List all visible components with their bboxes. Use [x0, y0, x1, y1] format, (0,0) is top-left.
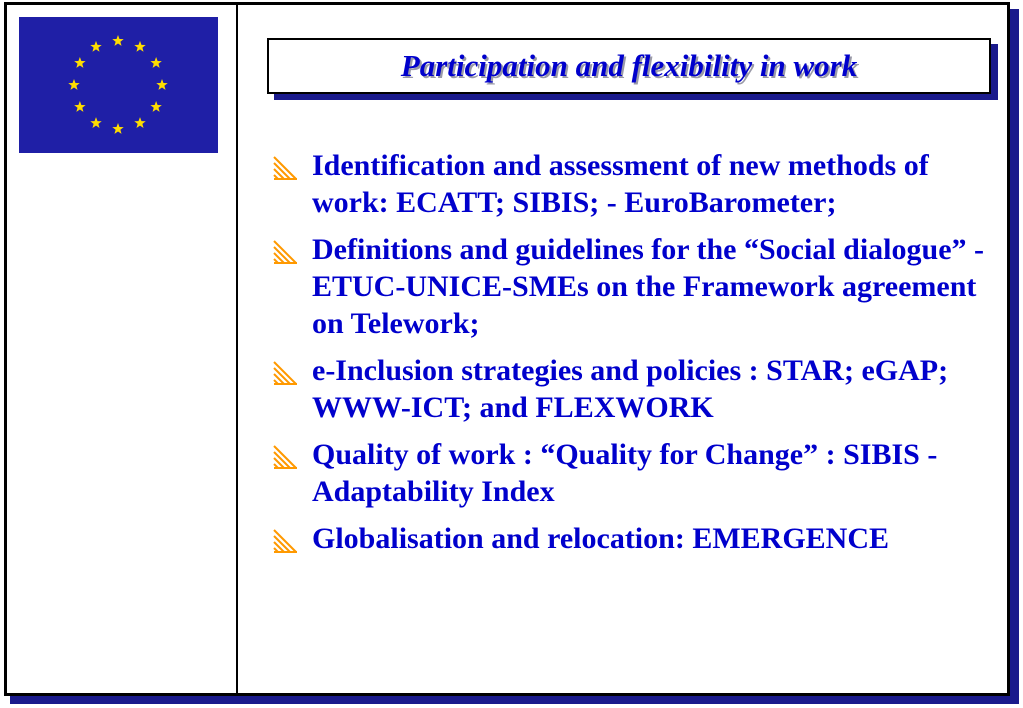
bullet-item: [272, 147, 992, 221]
flag-star: [112, 35, 123, 46]
striped-bullet-icon: [272, 444, 298, 470]
flag-star: [134, 117, 145, 128]
flag-star: [134, 41, 145, 52]
bullet-item: [272, 352, 992, 426]
flag-star: [156, 79, 167, 90]
striped-bullet-icon: [272, 528, 298, 554]
bullet-item: [272, 436, 992, 510]
bullet-text: e-Inclusion strategies and policies : STAR; eGAP; WWW-ICT; and FLEXWORK: [312, 354, 949, 424]
flag-star: [74, 57, 85, 68]
title-box: [267, 38, 991, 94]
striped-bullet-icon: [272, 155, 298, 181]
bullet-list: [272, 147, 992, 567]
flag-star: [90, 117, 101, 128]
sidebar-divider: [236, 2, 238, 696]
bullet-text: Globalisation and relocation: EMERGENCE: [312, 522, 890, 555]
flag-star: [150, 101, 161, 112]
slide-title: Participation and flexibility in work: [400, 48, 858, 83]
eu-flag-icon: [19, 17, 218, 153]
flag-star: [68, 79, 79, 90]
flag-star: [90, 41, 101, 52]
flag-star: [74, 101, 85, 112]
bullet-item: [272, 520, 992, 557]
flag-star: [112, 123, 123, 134]
striped-bullet-icon: [272, 360, 298, 386]
striped-bullet-icon: [272, 239, 298, 265]
bullet-text: Definitions and guidelines for the “Social dialogue” - ETUC-UNICE-SMEs on the Framework agreement on Telework;: [312, 233, 985, 340]
flag-star: [150, 57, 161, 68]
bullet-text: Quality of work : “Quality for Change” : SIBIS - Adaptability Index: [312, 438, 938, 508]
bullet-item: [272, 231, 992, 342]
bullet-text: Identification and assessment of new methods of work: ECATT; SIBIS; - EuroBarometer;: [312, 149, 929, 219]
